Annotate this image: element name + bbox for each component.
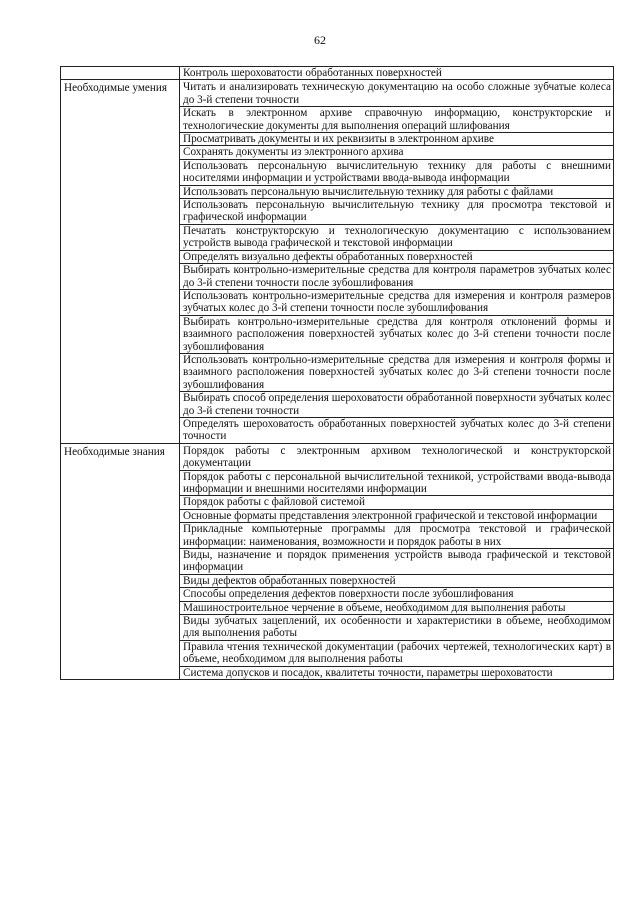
table-row bbox=[61, 67, 614, 80]
row-text: Печатать конструкторскую и технологическую документацию с использованием устройств вывода графической и текстовой информации bbox=[183, 224, 611, 250]
row-text: Виды, назначение и порядок применения устройств вывода графической и текстовой информации bbox=[183, 549, 611, 574]
row-text: Использовать персональную вычислительную технику для работы с внешними носителями информации и устройствами ввода-вывода информации bbox=[183, 159, 611, 185]
row-text: Использовать контрольно-измерительные средства для измерения и контроля размеров зубчатых колес до 3-й степени точности после зубошлифования bbox=[183, 289, 611, 315]
table-cell bbox=[180, 250, 614, 263]
row-text: Выбирать способ определения шероховатости обработанной поверхности зубчатых колес до 3-й степени точности bbox=[183, 392, 611, 417]
table-cell bbox=[180, 107, 614, 133]
table-cell bbox=[180, 443, 614, 470]
table-row bbox=[61, 443, 614, 470]
table-cell bbox=[180, 264, 614, 290]
table-cell bbox=[180, 224, 614, 250]
table-cell bbox=[180, 574, 614, 587]
table-cell bbox=[180, 146, 614, 159]
row-text: Определять шероховатость обработанных поверхностей зубчатых колес до 3-й степени точности bbox=[183, 417, 611, 443]
table-cell bbox=[180, 67, 614, 80]
table-cell bbox=[180, 185, 614, 198]
section-label-knowledge: Необходимые знания bbox=[61, 443, 180, 679]
row-text: Выбирать контрольно-измерительные средства для контроля параметров зубчатых колес до 3-й степени точности после зубошлифования bbox=[183, 264, 611, 289]
table-cell bbox=[180, 80, 614, 107]
row-text: Просматривать документы и их реквизиты в электронном архиве bbox=[183, 133, 494, 146]
table-cell bbox=[180, 417, 614, 443]
row-text: Использовать контрольно-измерительные средства для измерения и контроля формы и взаимного расположения поверхностей зубчатых колес до 3-й степени точности после зубошлифования bbox=[183, 353, 611, 391]
row-text: Порядок работы с персональной вычислительной техникой, устройствами ввода-вывода информации и внешними носителями информации bbox=[183, 470, 611, 495]
row-text: Использовать персональную вычислительную технику для работы с файлами bbox=[183, 185, 554, 198]
table-cell bbox=[180, 523, 614, 549]
row-text: Способы определения дефектов поверхности после зубошлифования bbox=[183, 588, 514, 601]
table-cell bbox=[180, 470, 614, 496]
table-cell bbox=[180, 640, 614, 666]
row-text: Искать в электронном архиве справочную информацию, конструкторские и технологические документы для выполнения операций шлифования bbox=[183, 107, 611, 132]
row-text: Контроль шероховатости обработанных поверхностей bbox=[183, 67, 442, 79]
row-text: Использовать персональную вычислительную технику для просмотра текстовой и графической информации bbox=[183, 199, 611, 224]
table-cell bbox=[180, 133, 614, 146]
row-text: Система допусков и посадок, квалитеты точности, параметры шероховатости bbox=[183, 666, 553, 679]
empty-label-cell bbox=[61, 67, 180, 80]
page-number: 62 bbox=[314, 33, 326, 47]
table-cell bbox=[180, 549, 614, 575]
row-text: Читать и анализировать техническую документацию на особо сложные зубчатые колеса до 3-й степени точности bbox=[183, 81, 611, 106]
section-label-skills: Необходимые умения bbox=[61, 80, 180, 443]
table-cell bbox=[180, 666, 614, 679]
row-text: Виды зубчатых зацеплений, их особенности и характеристики в объеме, необходимом для выполнения работы bbox=[183, 615, 611, 640]
table-cell bbox=[180, 199, 614, 225]
row-text: Правила чтения технической документации (рабочих чертежей, технологических карт) в объеме, необходимом для выполнения работы bbox=[183, 640, 611, 666]
row-text: Определять визуально дефекты обработанных поверхностей bbox=[183, 250, 473, 263]
table-cell bbox=[180, 588, 614, 601]
table-cell bbox=[180, 353, 614, 391]
row-text: Сохранять документы из электронного архива bbox=[183, 146, 404, 159]
table-cell bbox=[180, 159, 614, 185]
row-text: Порядок работы с электронным архивом технологической и конструкторской документации bbox=[183, 444, 611, 470]
row-text: Виды дефектов обработанных поверхностей bbox=[183, 574, 396, 587]
table-cell bbox=[180, 315, 614, 353]
table-cell bbox=[180, 615, 614, 641]
row-text: Порядок работы с файловой системой bbox=[183, 496, 365, 509]
row-text: Основные форматы представления электронной графической и текстовой информации bbox=[183, 509, 598, 522]
table-cell bbox=[180, 509, 614, 522]
row-text: Выбирать контрольно-измерительные средства для контроля отклонений формы и взаимного расположения поверхностей зубчатых колес до 3-й степени точности после зубошлифования bbox=[183, 315, 611, 353]
table-cell bbox=[180, 601, 614, 614]
row-text: Прикладные компьютерные программы для просмотра текстовой и графической информации: наименования, возможности и порядок работы в них bbox=[183, 523, 611, 548]
table-cell bbox=[180, 392, 614, 418]
table-row bbox=[61, 80, 614, 107]
row-text: Машиностроительное черчение в объеме, необходимом для выполнения работы bbox=[183, 601, 566, 614]
requirements-table bbox=[60, 66, 614, 680]
table-cell bbox=[180, 289, 614, 315]
table-cell bbox=[180, 496, 614, 509]
